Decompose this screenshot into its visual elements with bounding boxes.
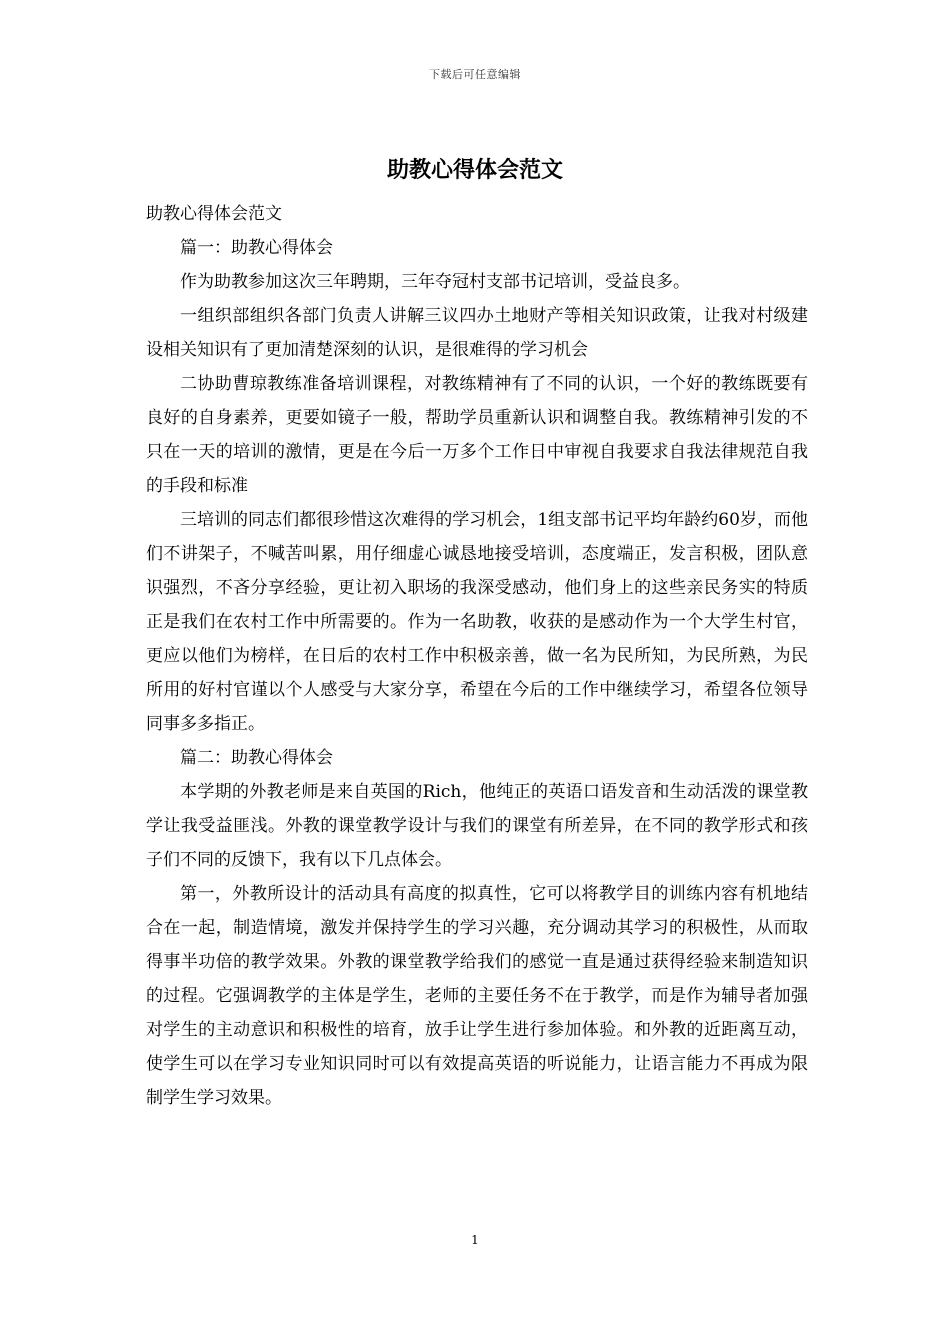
- page-header-note: 下载后可任意编辑: [429, 68, 521, 81]
- paragraph: 第一，外教所设计的活动具有高度的拟真性，它可以将教学目的训练内容有机地结合在一起，制造情境，激发并保持学生的学习兴趣，充分调动其学习的积极性，从而取得事半功倍的教学效果。外教的课堂教学给我们的感觉一直是通过获得经验来制造知识的过程。它强调教学的主体是学生，老师的主要任务不在于教学，而是作为辅导者加强对学生的主动意识和积极性的培育，放手让学生进行参加体验。和外教的近距离互动，使学生可以在学习专业知识同时可以有效提高英语的听说能力，让语言能力不再成为限制学生学习效果。: [146, 884, 808, 1108]
- page-number: 1: [471, 1233, 479, 1247]
- paragraph: 三培训的同志们都很珍惜这次难得的学习机会，1组支部书记平均年龄约60岁，而他们不讲架子，不喊苦叫累，用仔细虚心诚恳地接受培训，态度端正，发言积极，团队意识强烈，不吝分享经验，更让初入职场的我深受感动，他们身上的这些亲民务实的特质正是我们在农村工作中所需要的。作为一名助教，收获的是感动作为一个大学生村官，更应以他们为榜样，在日后的农村工作中积极亲善，做一名为民所知，为民所熟，为民所用的好村官谨以个人感受与大家分享，希望在今后的工作中继续学习，希望各位领导同事多多指正。: [146, 510, 808, 734]
- paragraph: 作为助教参加这次三年聘期，三年夺冠村支部书记培训，受益良多。: [180, 272, 690, 292]
- paragraph: 二协助曹琼教练准备培训课程，对教练精神有了不同的认识，一个好的教练既要有良好的自身素养，更要如镜子一般，帮助学员重新认识和调整自我。教练精神引发的不只在一天的培训的激情，更是在今后一万多个工作日中审视自我要求自我法律规范自我的手段和标准: [146, 374, 808, 496]
- document-title: 助教心得体会范文: [386, 157, 563, 183]
- paragraph: 一组织部组织各部门负责人讲解三议四办土地财产等相关知识政策，让我对村级建设相关知识有了更加清楚深刻的认识，是很难得的学习机会: [146, 306, 808, 360]
- paragraph-subtitle: 助教心得体会范文: [146, 204, 282, 224]
- paragraph: 本学期的外教老师是来自英国的Rich，他纯正的英语口语发音和生动活泼的课堂教学让我受益匪浅。外教的课堂教学设计与我们的课堂有所差异，在不同的教学形式和孩子们不同的反馈下，我有以下几点体会。: [146, 782, 808, 870]
- paragraph-section-heading-2: 篇二：助教心得体会: [180, 748, 333, 768]
- document-body: [146, 197, 808, 1115]
- paragraph-section-heading-1: 篇一：助教心得体会: [180, 238, 333, 258]
